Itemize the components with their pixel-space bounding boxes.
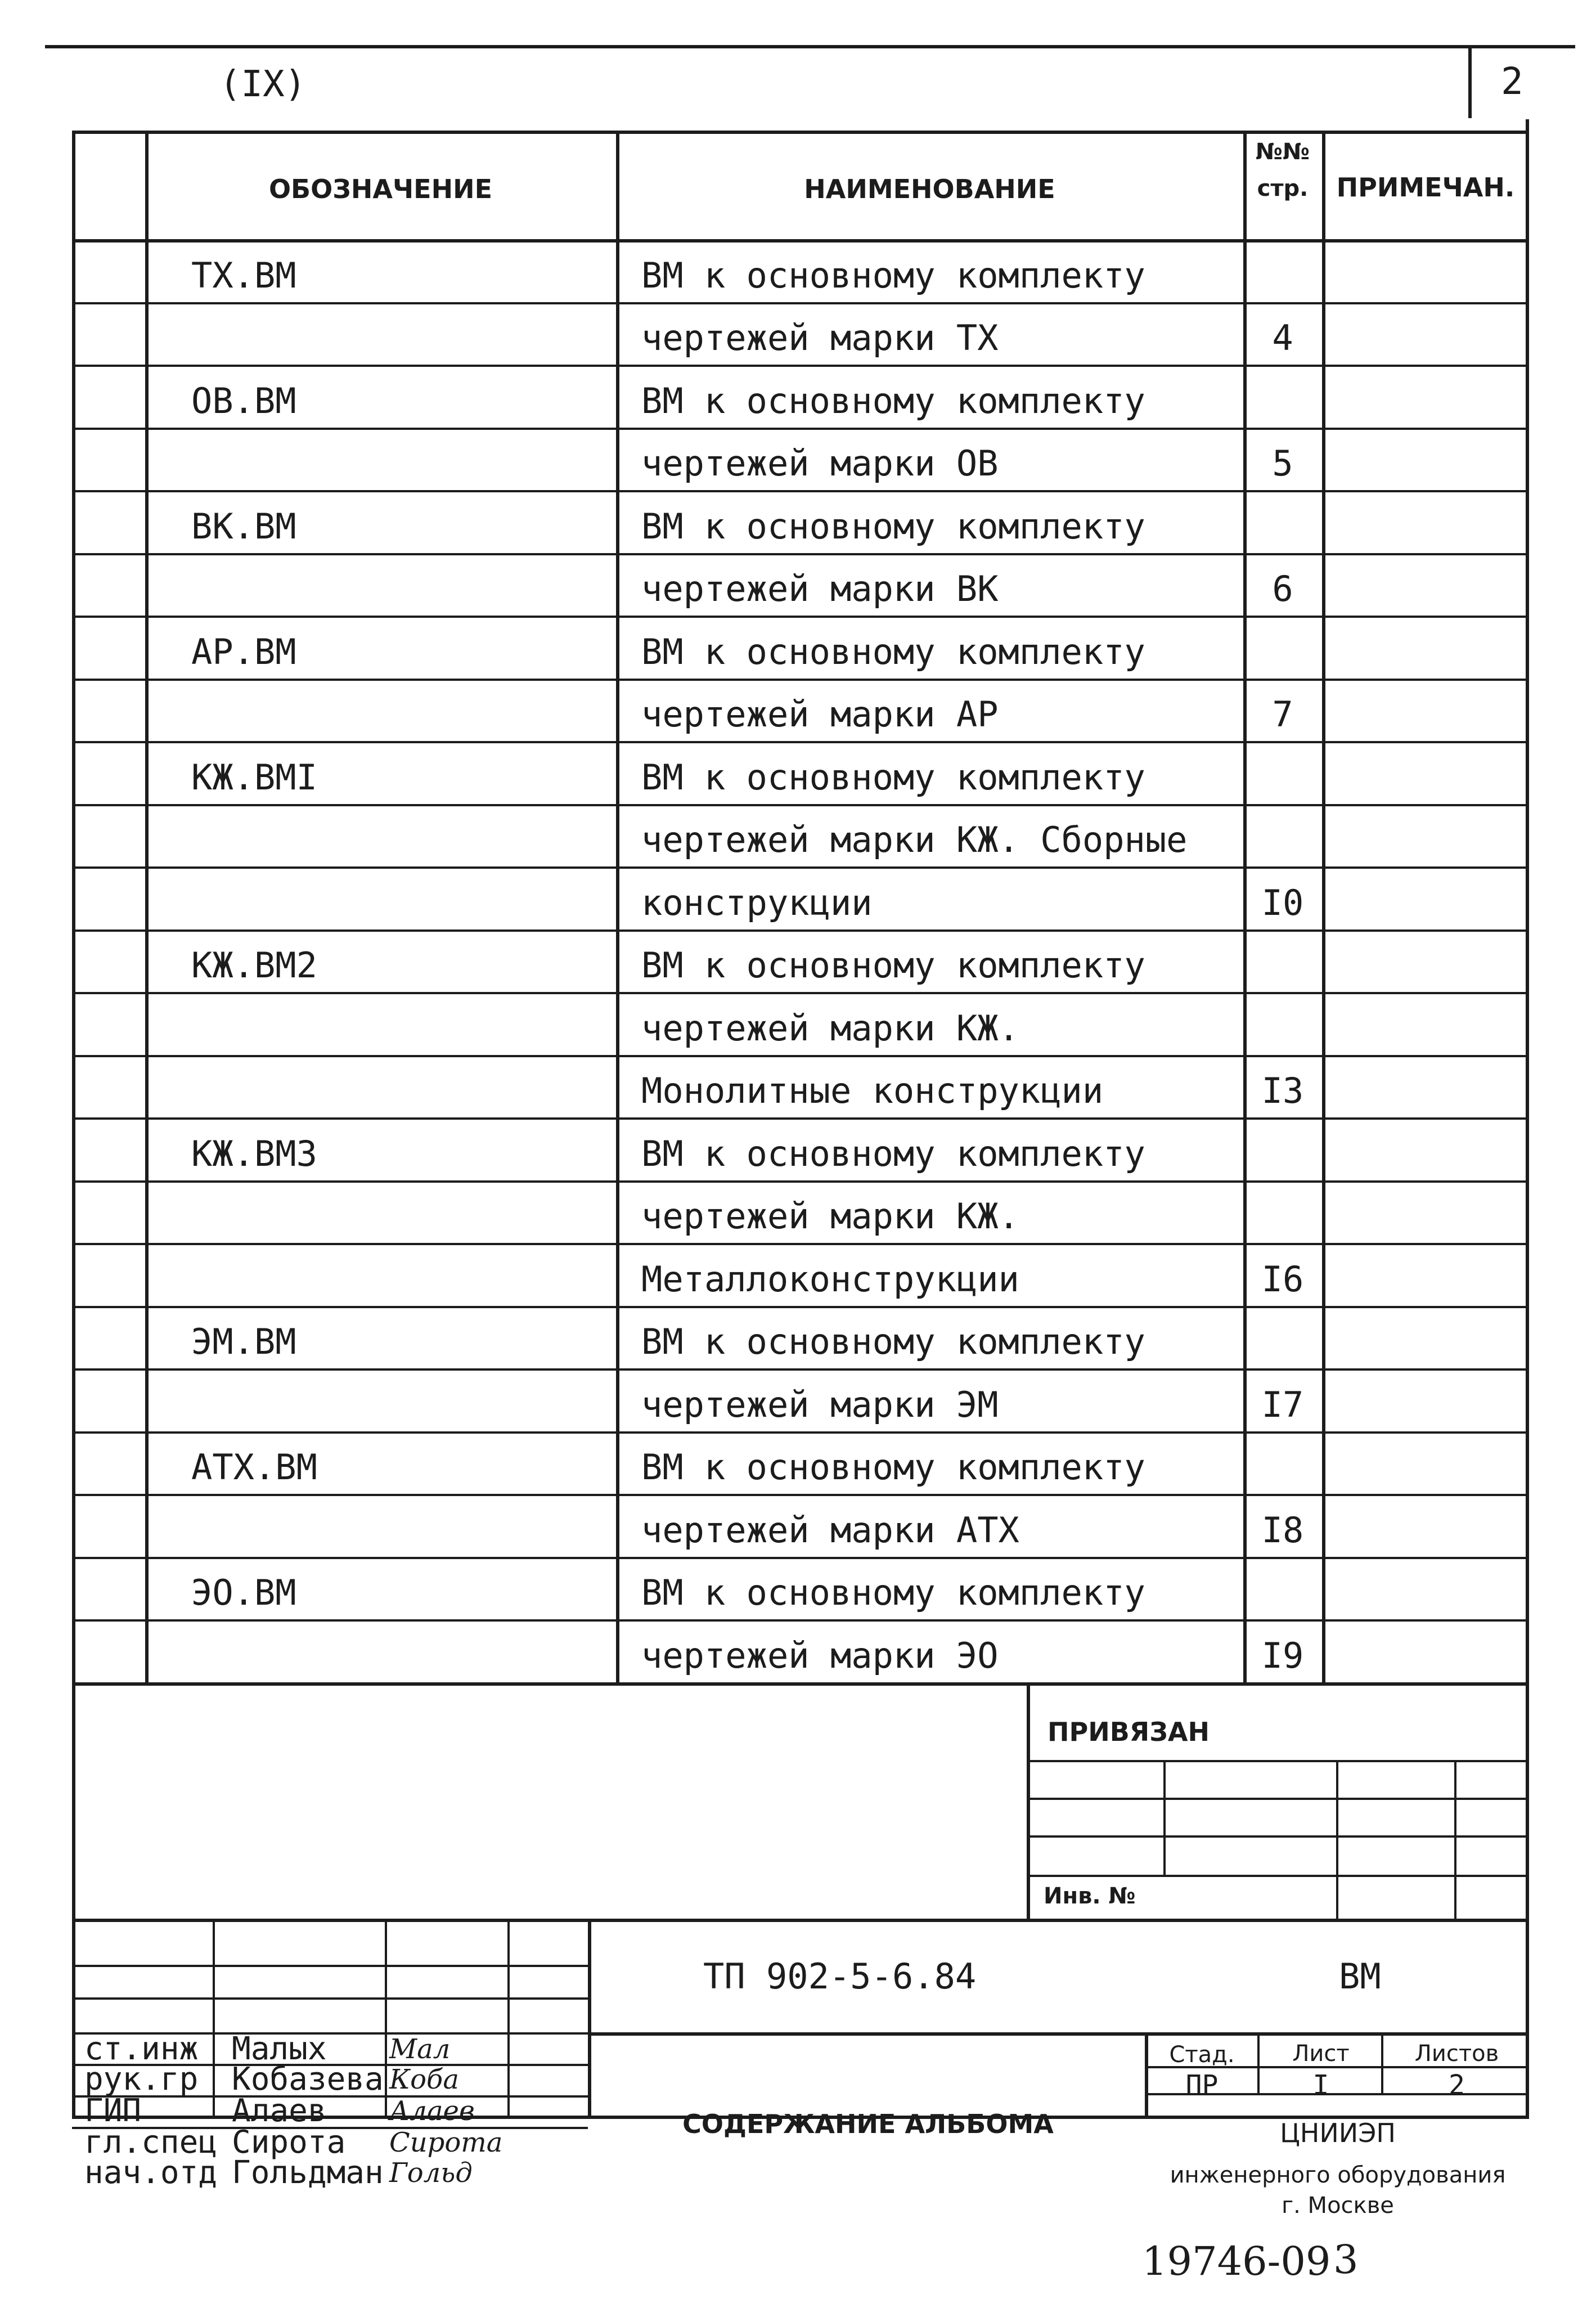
row-page-number: 4 — [1272, 317, 1293, 359]
row-designation: ТХ.ВМ — [191, 254, 296, 296]
row-page-number: 6 — [1272, 568, 1293, 610]
sign-name: Гольдман — [232, 2154, 384, 2191]
row-name: ВМ к основному комплекту — [641, 1572, 1145, 1614]
row-name: конструкции — [641, 882, 873, 923]
row-page-number: I8 — [1261, 1509, 1304, 1551]
row-name: чертежей марки ЭО — [641, 1635, 999, 1676]
sheet-label: Лист — [1292, 2041, 1350, 2067]
inventory-number-label: Инв. № — [1044, 1883, 1136, 1909]
sheet-section-label: (IX) — [219, 64, 307, 105]
sheets-value: 2 — [1449, 2069, 1465, 2101]
row-designation: ЭО.ВМ — [191, 1572, 296, 1614]
sign-name: Кобазева — [232, 2061, 384, 2098]
organization-name: ЦНИИЭП — [1280, 2118, 1396, 2148]
row-name: Металлоконструкции — [641, 1258, 1019, 1300]
sign-role: нач.отд — [84, 2154, 218, 2191]
row-designation: ЭМ.ВМ — [191, 1321, 296, 1363]
sign-role: рук.гр — [84, 2061, 199, 2098]
signature: Гольд — [389, 2157, 473, 2189]
row-name: ВМ к основному комплекту — [641, 254, 1145, 296]
row-page-number: I0 — [1261, 882, 1304, 923]
row-name: ВМ к основному комплекту — [641, 945, 1145, 986]
page-number: 2 — [1501, 60, 1523, 103]
header-page-no-line2: стр. — [1257, 176, 1309, 201]
row-designation: КЖ.ВМ3 — [191, 1133, 317, 1174]
row-name: чертежей марки КЖ. Сборные — [641, 819, 1188, 861]
row-page-number: 7 — [1272, 694, 1293, 735]
row-designation: ВК.ВМ — [191, 505, 296, 547]
document-mark: ВМ — [1339, 1956, 1381, 1997]
binding-title: ПРИВЯЗАН — [1047, 1717, 1210, 1747]
document-code: ТП 902-5-6.84 — [703, 1956, 977, 1997]
row-designation: КЖ.ВМI — [191, 756, 317, 798]
row-page-number: I9 — [1261, 1635, 1304, 1676]
sheet-title: СОДЕРЖАНИЕ АЛЬБОМА — [682, 2109, 1054, 2139]
row-page-number: I6 — [1261, 1258, 1304, 1300]
row-name: ВМ к основному комплекту — [641, 1447, 1145, 1488]
header-name: НАИМЕНОВАНИЕ — [804, 174, 1055, 204]
row-designation: КЖ.ВМ2 — [191, 945, 317, 986]
signature: Коба — [389, 2064, 459, 2095]
sign-role: ГИП — [84, 2093, 142, 2129]
row-designation: АТХ.ВМ — [191, 1447, 317, 1488]
row-name: ВМ к основному комплекту — [641, 631, 1145, 672]
row-designation: АР.ВМ — [191, 631, 296, 672]
row-page-number: I7 — [1261, 1384, 1304, 1425]
sign-role: ст.инж — [84, 2031, 199, 2067]
signature: Алаев — [389, 2095, 475, 2127]
row-name: ВМ к основному комплекту — [641, 1321, 1145, 1363]
sheet-value: I — [1312, 2069, 1329, 2101]
row-name: Монолитные конструкции — [641, 1070, 1104, 1112]
row-name: чертежей марки ЭМ — [641, 1384, 999, 1425]
row-name: ВМ к основному комплекту — [641, 505, 1145, 547]
row-name: чертежей марки КЖ. — [641, 1007, 1019, 1049]
organization-subtitle: инженерного оборудования — [1170, 2162, 1506, 2188]
archive-number: 19746-09 — [1142, 2238, 1331, 2284]
row-designation: ОВ.ВМ — [191, 380, 296, 421]
signature: Сирота — [389, 2127, 503, 2158]
row-name: чертежей марки КЖ. — [641, 1196, 1019, 1237]
sign-role: гл.спец — [84, 2124, 218, 2161]
stage-label: Стад. — [1169, 2042, 1235, 2068]
sign-name: Алаев — [232, 2093, 327, 2129]
header-designation: ОБОЗНАЧЕНИЕ — [268, 174, 493, 204]
archive-page: 3 — [1333, 2237, 1359, 2283]
row-page-number: I3 — [1261, 1070, 1304, 1112]
sign-name: Сирота — [232, 2124, 346, 2161]
header-page-no-line1: №№ — [1255, 139, 1310, 165]
row-name: чертежей марки ТХ — [641, 317, 999, 359]
header-note: ПРИМЕЧАН. — [1336, 172, 1515, 203]
row-name: ВМ к основному комплекту — [641, 756, 1145, 798]
row-name: ВМ к основному комплекту — [641, 380, 1145, 421]
row-name: чертежей марки ОВ — [641, 443, 999, 484]
stage-value: ПР — [1185, 2069, 1219, 2101]
sheets-label: Листов — [1414, 2041, 1499, 2067]
row-name: чертежей марки АР — [641, 694, 999, 735]
row-name: ВМ к основному комплекту — [641, 1133, 1145, 1174]
sign-name: Малых — [232, 2031, 327, 2067]
signature: Мал — [389, 2033, 451, 2065]
row-page-number: 5 — [1272, 443, 1293, 484]
row-name: чертежей марки ВК — [641, 568, 999, 610]
row-name: чертежей марки АТХ — [641, 1509, 1019, 1551]
organization-city: г. Москве — [1282, 2193, 1394, 2219]
